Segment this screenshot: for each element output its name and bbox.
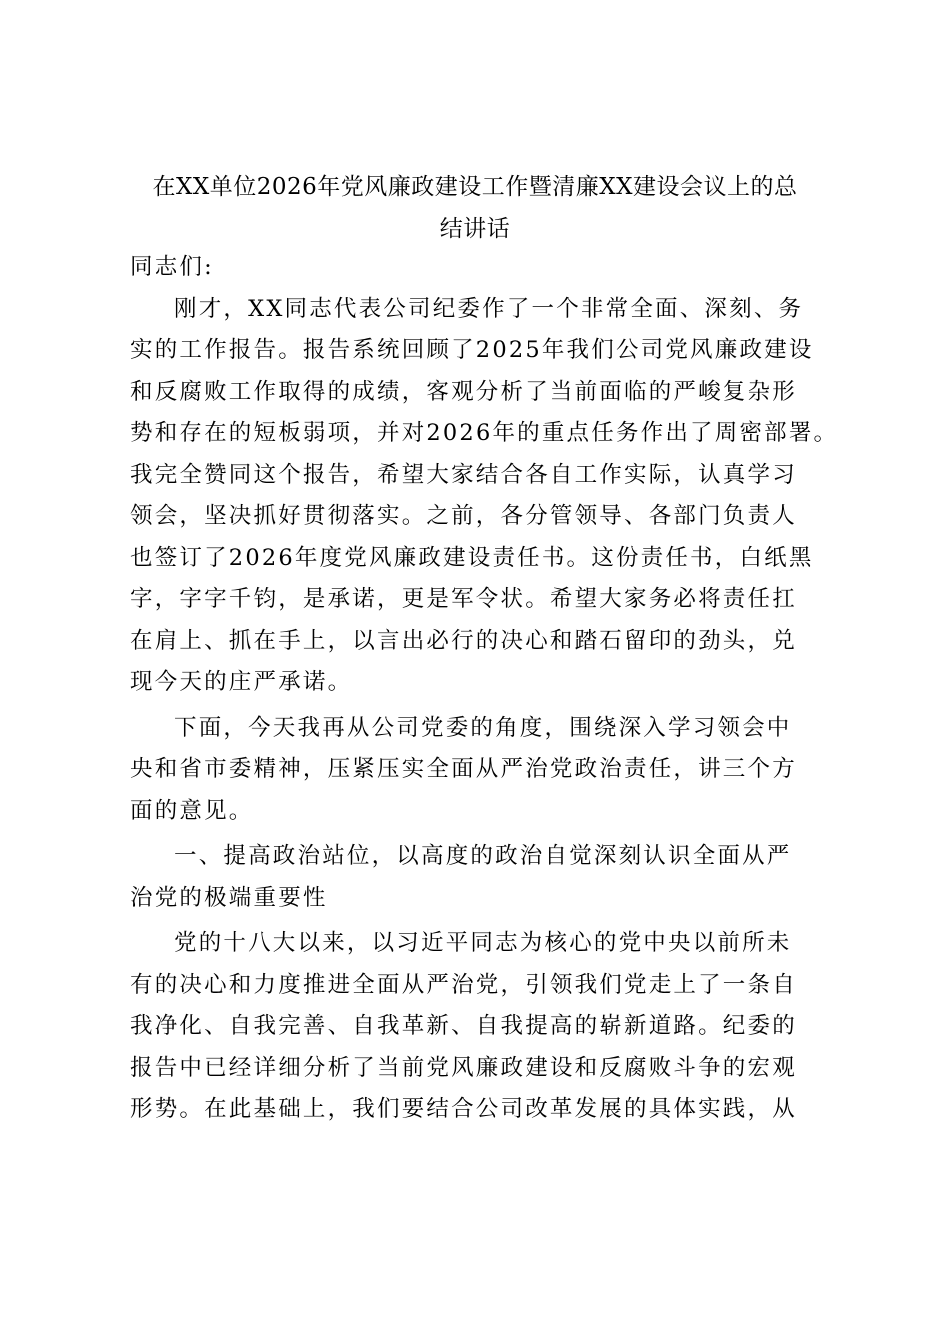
title-line: 结讲话 (439, 216, 511, 242)
paragraph-line: 党的十八大以来，以习近平同志为核心的党中央以前所未 (174, 930, 792, 956)
paragraph-1 (130, 289, 839, 704)
heading-line: 治党的极端重要性 (130, 884, 328, 911)
section-heading-1 (130, 836, 835, 919)
document-title (120, 166, 830, 250)
paragraph-line: 央和省市委精神，压紧压实全面从严治党政治责任，讲三个方 (130, 756, 797, 782)
paragraph-line: 刚才，XX同志代表公司纪委作了一个非常全面、深刻、务 (174, 295, 804, 322)
paragraph-line: 我完全赞同这个报告，希望大家结合各自工作实际，认真学习 (130, 461, 797, 488)
paragraph-line: 在肩上、抓在手上，以言出必行的决心和踏石留印的劲头，兑 (130, 627, 797, 654)
paragraph-line: 势和存在的短板弱项，并对2026年的重点任务作出了周密部署。 (130, 420, 839, 446)
paragraph-line: 和反腐败工作取得的成绩，客观分析了当前面临的严峻复杂形 (130, 378, 797, 405)
heading-line: 一、提高政治站位，以高度的政治自觉深刻认识全面从严 (174, 843, 792, 869)
paragraph-line: 我净化、自我完善、自我革新、自我提高的崭新道路。纪委的 (130, 1013, 797, 1039)
paragraph-line: 领会，坚决抓好贯彻落实。之前，各分管领导、各部门负责人 (130, 503, 797, 529)
paragraph-line: 报告中已经详细分析了当前党风廉政建设和反腐败斗争的宏观 (130, 1054, 797, 1081)
document-body (130, 247, 839, 1131)
title-line: 在XX单位2026年党风廉政建设工作暨清廉XX建设会议上的总 (152, 174, 798, 200)
paragraph-line: 形势。在此基础上，我们要结合公司改革发展的具体实践，从 (130, 1096, 797, 1122)
paragraph-line: 面的意见。 (130, 797, 254, 824)
paragraph-line: 也签订了2026年度党风廉政建设责任书。这份责任书，白纸黑 (130, 544, 814, 571)
paragraph-line: 实的工作报告。报告系统回顾了2025年我们公司党风廉政建设 (130, 337, 814, 363)
salutation: 同志们: (130, 254, 214, 280)
paragraph-line: 下面，今天我再从公司党委的角度，围绕深入学习领会中 (174, 714, 792, 741)
paragraph-line: 有的决心和力度推进全面从严治党，引领我们党走上了一条自 (130, 971, 797, 998)
paragraph-line: 现今天的庄严承诺。 (130, 669, 353, 695)
paragraph-line: 字，字字千钧，是承诺，更是军令状。希望大家务必将责任扛 (130, 586, 797, 612)
paragraph-2 (130, 708, 835, 833)
paragraph-3 (130, 923, 835, 1131)
